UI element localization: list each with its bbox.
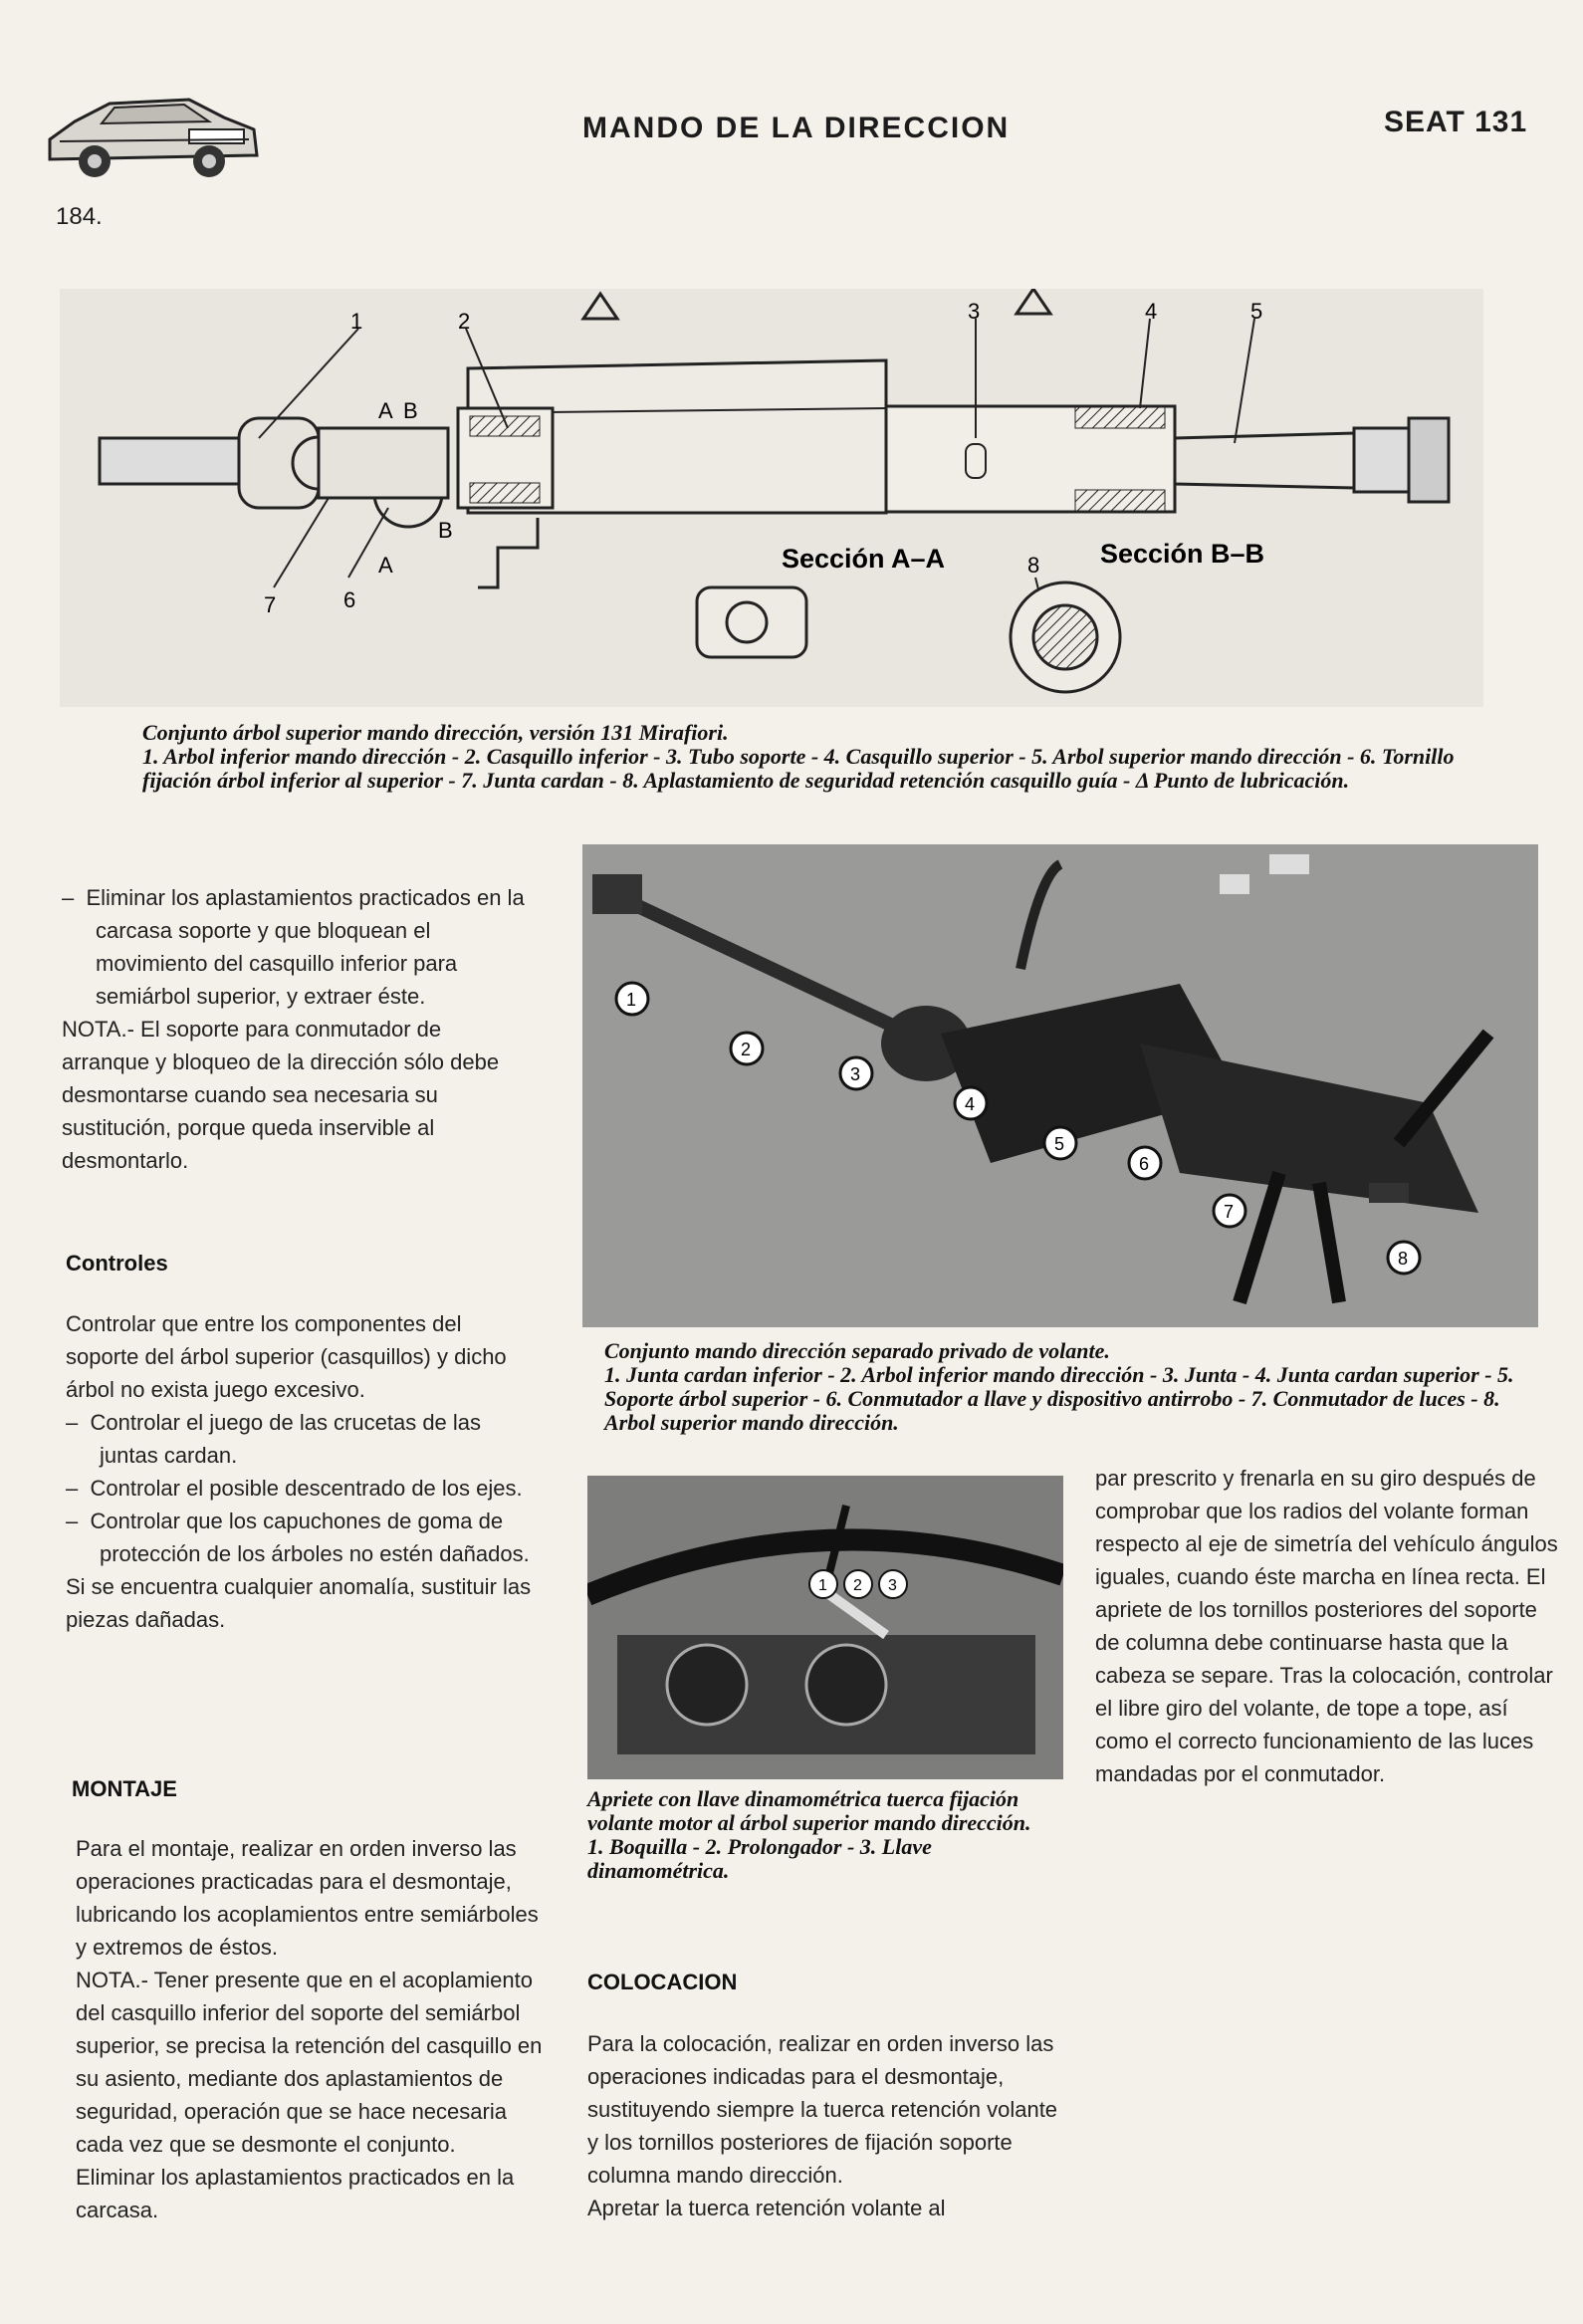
callout-7: [1210, 1191, 1249, 1236]
intro-item: – Eliminar los aplastamientos practicados en la carcasa soporte y que bloquean el movimiento del casquillo inferior para semiárbol superior, y extraer éste.: [62, 885, 525, 1009]
svg-text:5: 5: [1054, 1134, 1065, 1154]
svg-text:4: 4: [965, 1094, 976, 1114]
controles-item-3: – Controlar que los capuchones de goma de protección de los árboles no estén dañados.: [66, 1509, 530, 1566]
diagram-label-8: 8: [1027, 553, 1040, 578]
svg-text:1: 1: [818, 1577, 827, 1594]
callout-5: [1040, 1123, 1080, 1168]
figure3-caption-title: Apriete con llave dinamométrica tuerca fijación volante motor al árbol superior mando dirección.: [587, 1786, 1031, 1835]
figure3-caption-body: 1. Boquilla - 2. Prolongador - 3. Llave dinamométrica.: [587, 1834, 932, 1883]
callout-8: [1384, 1238, 1424, 1282]
svg-text:3: 3: [850, 1064, 861, 1084]
diagram-label-1: 1: [350, 309, 363, 334]
section-mark-b-bottom: B: [438, 518, 453, 543]
car-logo-illustration: [40, 78, 264, 187]
figure2-caption-body: 1. Junta cardan inferior - 2. Arbol inferior mando dirección - 3. Junta - 4. Junta cardan superior - 5. Soporte árbol superior - 6. Conmutador a llave y dispositivo antirrobo - 7. Conmutador de luces - 8. Arbol superior mando dirección.: [604, 1362, 1514, 1435]
section-mark-a-top: A: [378, 398, 393, 423]
section-mark-a-bottom: A: [378, 553, 393, 578]
callout-tool-3: [876, 1567, 910, 1606]
colocacion-heading: COLOCACION: [587, 1970, 738, 1994]
page-number: 184.: [56, 203, 103, 230]
figure2-caption-title: Conjunto mando dirección separado privado de volante.: [604, 1338, 1110, 1363]
diagram-label-4: 4: [1145, 299, 1158, 324]
callout-6: [1125, 1143, 1165, 1188]
montaje-p1: Para el montaje, realizar en orden inverso las operaciones practicadas para el desmontaje, lubricando los acoplamientos entre semiárboles y extremos de éstos.: [76, 1836, 539, 1960]
section-mark-b-top: B: [403, 398, 418, 423]
diagram-label-7: 7: [264, 592, 277, 617]
callout-tool-2: [841, 1567, 875, 1606]
callout-4: [951, 1083, 991, 1128]
montaje-heading: MONTAJE: [72, 1776, 177, 1801]
figure1-caption: [142, 721, 1467, 793]
colocacion-p2: Apretar la tuerca retención volante al: [587, 2196, 946, 2220]
controles-item-1: – Controlar el juego de las crucetas de las juntas cardan.: [66, 1410, 482, 1468]
figure2-caption: [604, 1339, 1540, 1435]
controles-outro: Si se encuentra cualquier anomalía, sustituir las piezas dañadas.: [66, 1574, 532, 1632]
right-column-paragraph: par prescrito y frenarla en su giro después de comprobar que los radios del volante forman respecto al eje de simetría del vehículo ángulos iguales, cuando éste marcha en línea recta. El apriete de los tornillos posteriores del soporte de columna debe continuarse hasta que la cabeza se separe. Tras la colocación, controlar el libre giro del volante, de tope a tope, así como el correcto funcionamiento de las luces mandadas por el conmutador.: [1095, 1466, 1558, 1786]
diagram-label-5: 5: [1250, 299, 1263, 324]
callout-tool-1: [806, 1567, 840, 1606]
svg-text:1: 1: [626, 990, 637, 1010]
steering-column-diagram: [60, 289, 1483, 707]
section-b-label: Sección B–B: [1100, 539, 1265, 569]
figure1-caption-title: Conjunto árbol superior mando dirección, versión 131 Mirafiori.: [142, 720, 729, 745]
page-title: MANDO DE LA DIRECCION: [582, 112, 1011, 144]
svg-text:6: 6: [1139, 1154, 1150, 1174]
right-column-text: [1095, 1462, 1563, 1790]
torque-wrench-photo: [587, 1476, 1063, 1779]
svg-text:2: 2: [741, 1040, 752, 1059]
callout-1: [612, 979, 652, 1024]
diagram-label-6: 6: [343, 587, 356, 612]
svg-text:8: 8: [1398, 1249, 1409, 1269]
controles-item-2: – Controlar el posible descentrado de los ejes.: [66, 1476, 523, 1501]
callout-2: [727, 1029, 767, 1073]
figure1-caption-body: 1. Arbol inferior mando dirección - 2. Casquillo inferior - 3. Tubo soporte - 4. Casquillo superior - 5. Arbol superior mando dirección - 6. Tornillo fijación árbol inferior al superior - 7. Junta cardan - 8. Aplastamiento de seguridad retención casquillo guía - Δ Punto de lubricación.: [142, 744, 1455, 793]
montaje-p2: Eliminar los aplastamientos practicados en la carcasa.: [76, 2165, 515, 2222]
brand-label: SEAT 131: [1384, 106, 1528, 138]
controles-intro: Controlar que entre los componentes del soporte del árbol superior (casquillos) y dicho árbol no exista juego excesivo.: [66, 1311, 507, 1402]
svg-text:2: 2: [853, 1577, 862, 1594]
left-column-upper: [62, 881, 530, 1177]
svg-text:7: 7: [1224, 1202, 1235, 1222]
montaje-section: [76, 1832, 544, 2226]
diagram-label-2: 2: [458, 309, 471, 334]
section-a-label: Sección A–A: [782, 544, 946, 574]
controles-section: [66, 1307, 534, 1636]
nota-1: NOTA.- El soporte para conmutador de arranque y bloqueo de la dirección sólo debe desmontarse cuando sea necesaria su sustitución, porque queda inservible al desmontarlo.: [62, 1017, 500, 1173]
montaje-nota: NOTA.- Tener presente que en el acoplamiento del casquillo inferior del soporte del semiárbol superior, se precisa la retención del casquillo en su asiento, mediante dos aplastamientos de seguridad, operación que se hace necesaria cada vez que se desmonte el conjunto.: [76, 1968, 543, 2157]
controles-heading: Controles: [66, 1251, 168, 1276]
figure3-caption: [587, 1787, 1055, 1883]
callout-3: [836, 1053, 876, 1098]
diagram-label-3: 3: [968, 299, 981, 324]
colocacion-p1: Para la colocación, realizar en orden inverso las operaciones indicadas para el desmontaje, sustituyendo siempre la tuerca retención volante y los tornillos posteriores de fijación soporte columna mando dirección.: [587, 2031, 1058, 2188]
steering-assembly-photo: [582, 844, 1538, 1327]
colocacion-section: [587, 2027, 1060, 2224]
svg-text:3: 3: [888, 1577, 897, 1594]
